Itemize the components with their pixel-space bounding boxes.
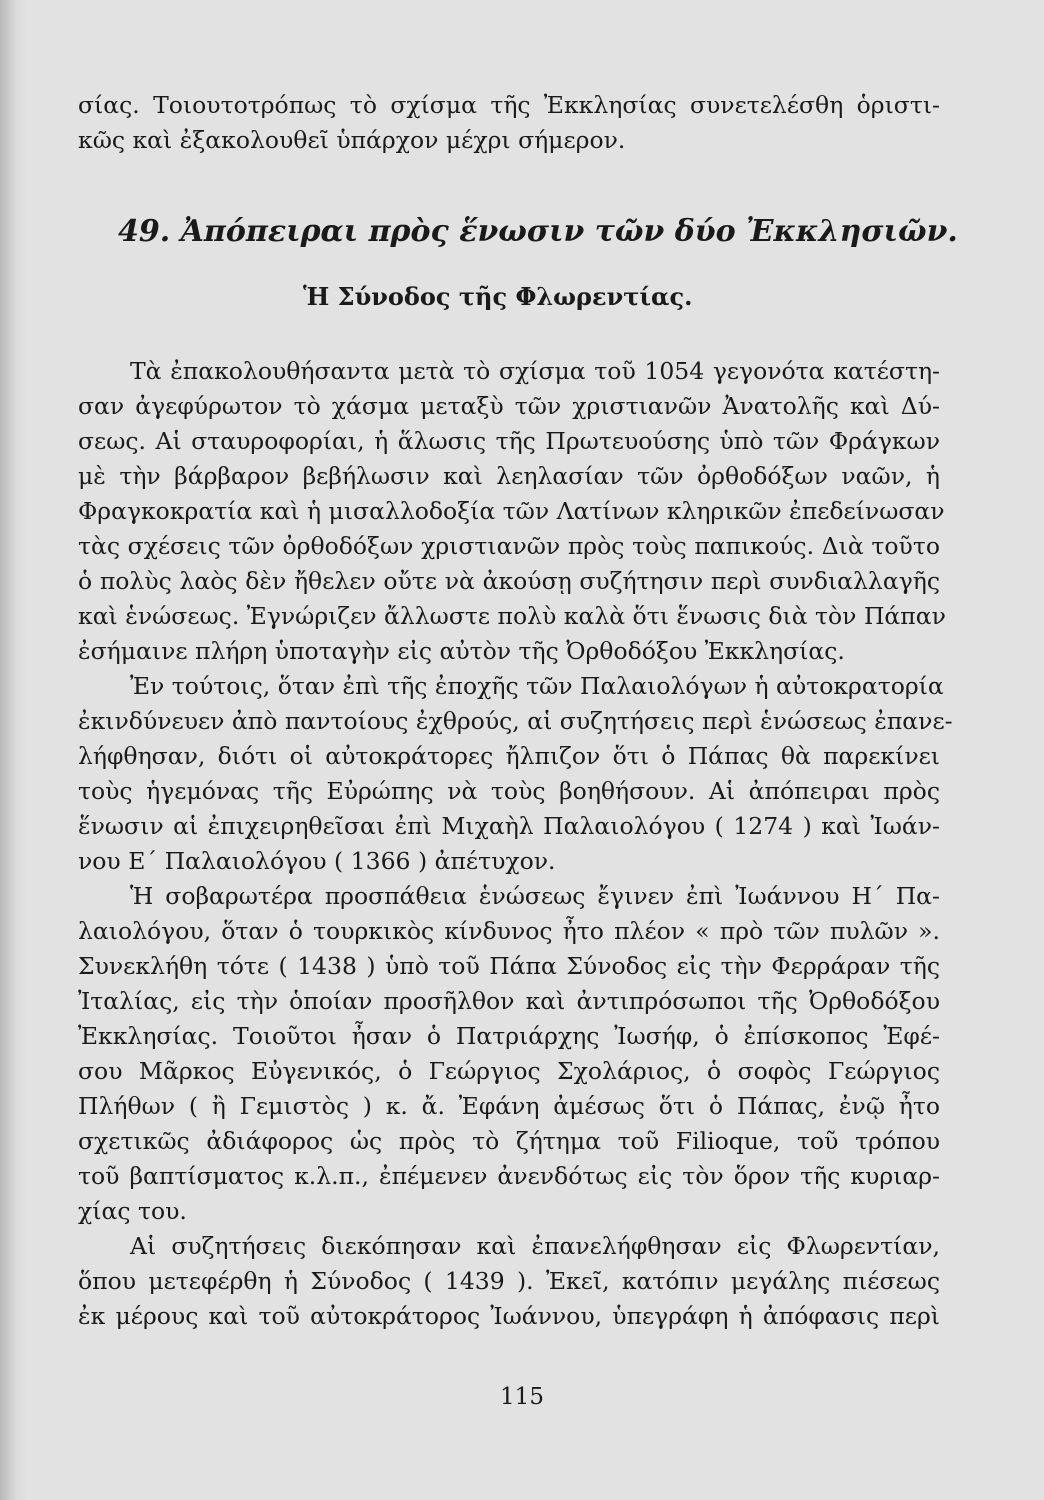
paragraph-line: ὅπου μετεφέρθη ἡ Σύνοδος ( 1439 ). Ἐκεῖ, κατόπιν μεγάλης πιέσεως xyxy=(78,1267,940,1295)
paragraph-1 xyxy=(78,354,946,669)
paragraph-line: Ἐκκλησίας. Τοιοῦτοι ἦσαν ὁ Πατριάρχης Ἰωσήφ, ὁ ἐπίσκοπος Ἐφέ- xyxy=(78,1022,940,1050)
paragraph-line: μὲ τὴν βάρβαρον βεβήλωσιν καὶ λεηλασίαν τῶν ὀρθοδόξων ναῶν, ἡ xyxy=(78,462,940,490)
paragraph-line: ἐκινδύνευεν ἀπὸ παντοίους ἐχθρούς, αἱ συζητήσεις περὶ ἑνώσεως ἐπανε- xyxy=(78,707,953,735)
paragraph-line: χίας του. xyxy=(78,1197,187,1225)
paragraph-line: ἐκ μέρους καὶ τοῦ αὐτοκράτορος Ἰωάννου, ὑπεγράφη ἡ ἀπόφασις περὶ xyxy=(78,1302,940,1330)
paragraph-line: τοὺς ἡγεμόνας τῆς Εὐρώπης νὰ τοὺς βοηθήσουν. Αἱ ἀπόπειραι πρὸς xyxy=(78,777,940,805)
paragraph-line: ὁ πολὺς λαὸς δὲν ἤθελεν οὔτε νὰ ἀκούσῃ συζήτησιν περὶ συνδιαλλαγῆς xyxy=(78,567,940,595)
paragraph-line: τοῦ βαπτίσματος κ.λ.π., ἐπέμενεν ἀνενδότως εἰς τὸν ὅρον τῆς κυριαρ- xyxy=(78,1162,940,1190)
paragraph-line: Ἰταλίας, εἰς τὴν ὁποίαν προσῆλθον καὶ ἀντιπρόσωποι τῆς Ὀρθοδόξου xyxy=(78,987,940,1015)
paragraph-line: νου Ε΄ Παλαιολόγου ( 1366 ) ἀπέτυχον. xyxy=(78,847,556,875)
paragraph-line: Τὰ ἐπακολουθήσαντα μετὰ τὸ σχίσμα τοῦ 1054 γεγονότα κατέστη- xyxy=(130,357,940,385)
paragraph-line: Ἡ σοβαρωτέρα προσπάθεια ἑνώσεως ἔγινεν ἐπὶ Ἰωάννου Η΄ Πα- xyxy=(130,882,940,910)
paragraph-2 xyxy=(78,669,953,879)
intro-line: κῶς καὶ ἐξακολουθεῖ ὑπάρχον μέχρι σήμερον. xyxy=(78,126,626,154)
paragraph-3 xyxy=(78,879,940,1229)
paragraph-line: Ἐν τούτοις, ὅταν ἐπὶ τῆς ἐποχῆς τῶν Παλαιολόγων ἡ αὐτοκρατορία xyxy=(130,672,944,700)
paragraph-4 xyxy=(78,1229,940,1334)
paragraph-line: σχετικῶς ἀδιάφορος ὡς πρὸς τὸ ζήτημα τοῦ Filioque, τοῦ τρόπου xyxy=(78,1127,940,1155)
paragraph-line: λαιολόγου, ὅταν ὁ τουρκικὸς κίνδυνος ἦτο πλέον « πρὸ τῶν πυλῶν ». xyxy=(78,917,940,945)
paragraph-line: Πλήθων ( ἢ Γεμιστὸς ) κ. ἄ. Ἐφάνη ἀμέσως ὅτι ὁ Πάπας, ἐνῷ ἦτο xyxy=(78,1092,940,1120)
section-subheading: Ἡ Σύνοδος τῆς Φλωρεντίας. xyxy=(303,282,693,311)
page-spine-shadow xyxy=(0,0,28,1500)
paragraph-line: Φραγκοκρατία καὶ ἡ μισαλλοδοξία τῶν Λατίνων κληρικῶν ἐπεδείνωσαν xyxy=(78,497,945,525)
paragraph-line: λήφθησαν, διότι οἱ αὐτοκράτορες ἤλπιζον ὅτι ὁ Πάπας θὰ παρεκίνει xyxy=(78,742,940,770)
section-heading: 49. Ἀπόπειραι πρὸς ἕνωσιν τῶν δύο Ἐκκλησιῶν. xyxy=(118,214,958,249)
paragraph-line: καὶ ἑνώσεως. Ἐγνώριζεν ἄλλωστε πολὺ καλὰ ὅτι ἕνωσις διὰ τὸν Πάπαν xyxy=(78,602,946,630)
paragraph-line: ἐσήμαινε πλήρη ὑποταγὴν εἰς αὐτὸν τῆς Ὀρθοδόξου Ἐκκλησίας. xyxy=(78,637,845,665)
paragraph-line: τὰς σχέσεις τῶν ὀρθοδόξων χριστιανῶν πρὸς τοὺς παπικούς. Διὰ τοῦτο xyxy=(78,532,940,560)
page-body xyxy=(78,88,958,1334)
intro-line: σίας. Τοιουτοτρόπως τὸ σχίσμα τῆς Ἐκκλησίας συνετελέσθη ὁριστι- xyxy=(78,91,940,119)
page-number: 115 xyxy=(500,1384,544,1410)
paragraph-line: Αἱ συζητήσεις διεκόπησαν καὶ ἐπανελήφθησαν εἰς Φλωρεντίαν, xyxy=(130,1232,940,1260)
paragraph-line: σαν ἀγεφύρωτον τὸ χάσμα μεταξὺ τῶν χριστιανῶν Ἀνατολῆς καὶ Δύ- xyxy=(78,392,940,420)
paragraph-line: Συνεκλήθη τότε ( 1438 ) ὑπὸ τοῦ Πάπα Σύνοδος εἰς τὴν Φερράραν τῆς xyxy=(78,952,940,980)
paragraph-line: σου Μᾶρκος Εὐγενικός, ὁ Γεώργιος Σχολάριος, ὁ σοφὸς Γεώργιος xyxy=(78,1057,940,1085)
paragraph-line: ἕνωσιν αἱ ἐπιχειρηθεῖσαι ἐπὶ Μιχαὴλ Παλαιολόγου ( 1274 ) καὶ Ἰωάν- xyxy=(78,812,940,840)
paragraph-line: σεως. Αἱ σταυροφορίαι, ἡ ἅλωσις τῆς Πρωτευούσης ὑπὸ τῶν Φράγκων xyxy=(78,427,940,455)
